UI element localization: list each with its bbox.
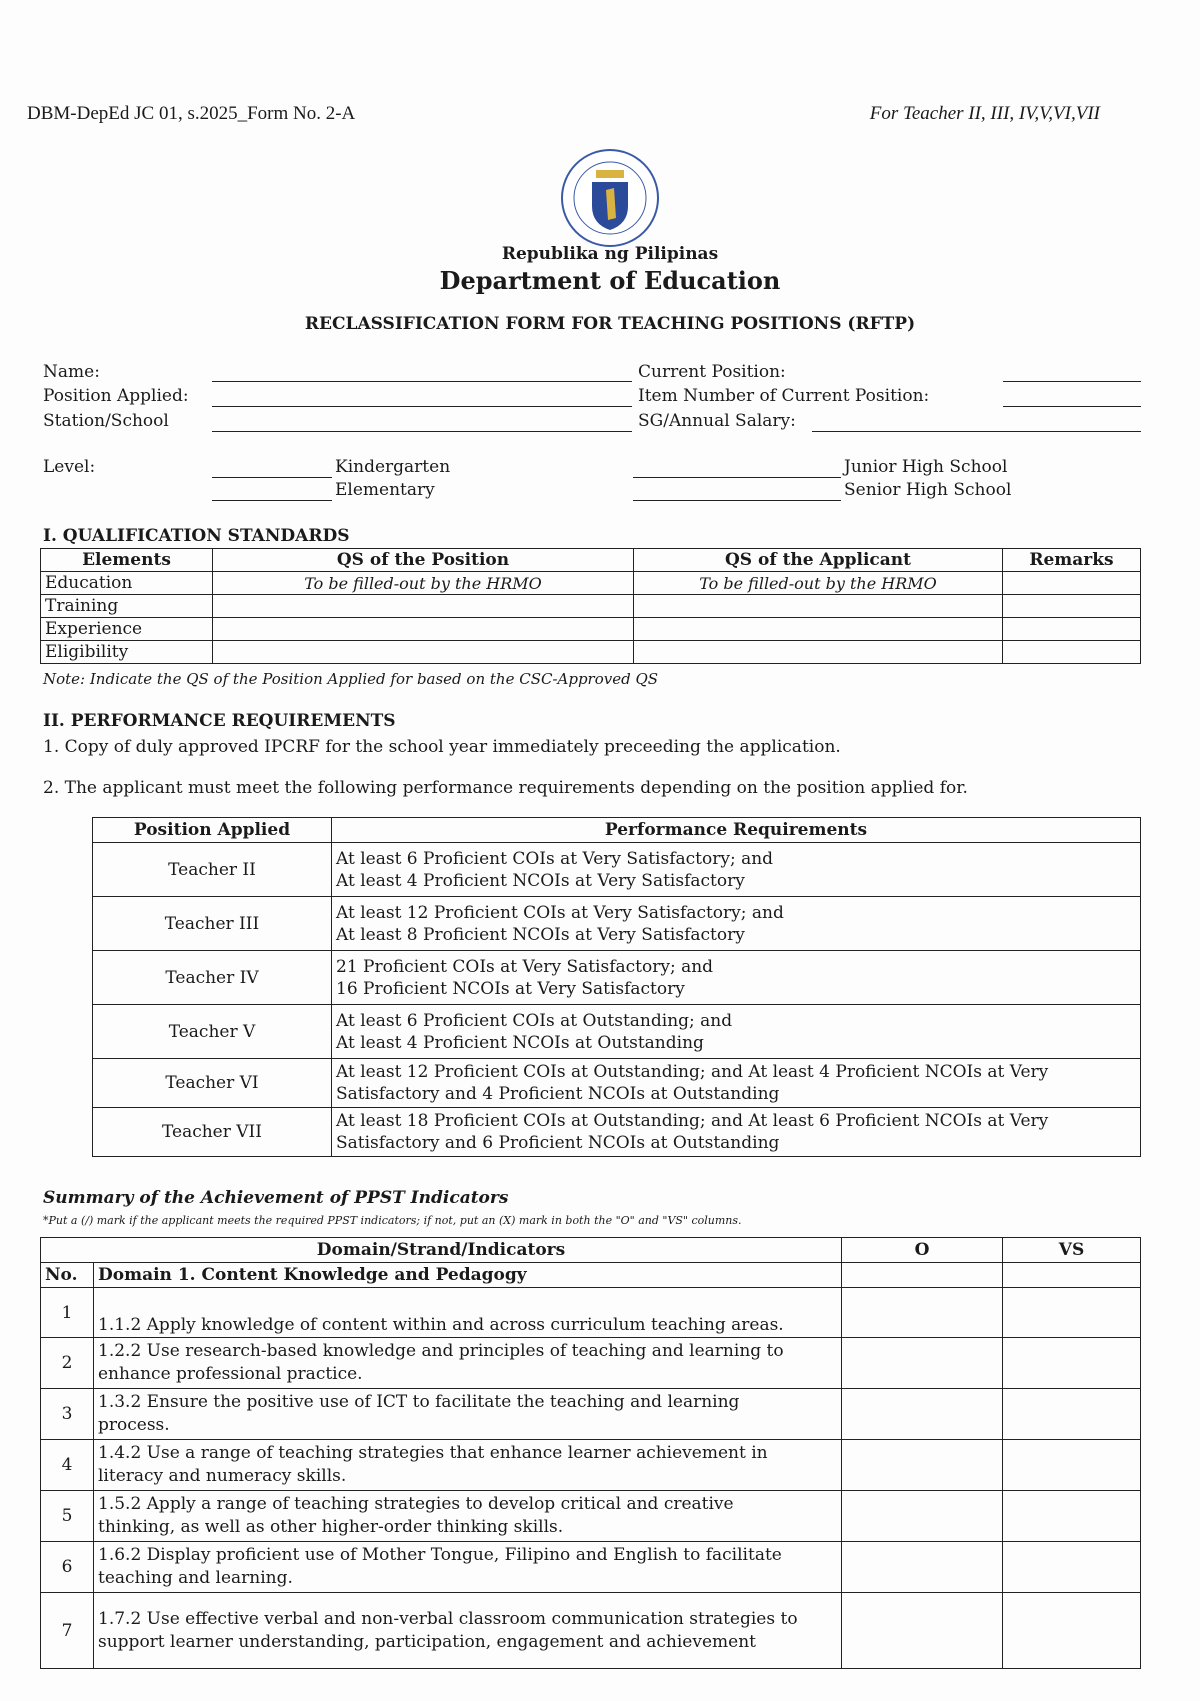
- perf-row: [93, 1108, 1141, 1157]
- indicator-number: 6: [41, 1542, 94, 1593]
- vs-cell[interactable]: [1003, 1263, 1141, 1288]
- qs-row: [41, 595, 1141, 618]
- o-cell[interactable]: [842, 1389, 1003, 1440]
- name-label: Name:: [43, 362, 100, 382]
- position-name: Teacher V: [93, 1005, 332, 1059]
- requirement-line: At least 4 Proficient NCOIs at Outstanding: [336, 1032, 704, 1053]
- indicator-text: 1.3.2 Ensure the positive use of ICT to facilitate the teaching and learning: [98, 1392, 740, 1412]
- summary-note: *Put a (/) mark if the applicant meets the required PPST indicators; if not, put an (X) mark in both the "O" and "VS" columns.: [43, 1214, 742, 1227]
- cell[interactable]: [1003, 641, 1141, 664]
- element: Training: [41, 595, 213, 618]
- position-name: Teacher VII: [93, 1108, 332, 1157]
- col-qs-applicant: QS of the Applicant: [634, 549, 1003, 572]
- col-requirements: Performance Requirements: [332, 818, 1141, 843]
- cell[interactable]: [634, 595, 1003, 618]
- cell[interactable]: [213, 618, 634, 641]
- indicator-text: 1.7.2 Use effective verbal and non-verbal classroom communication strategies to: [98, 1608, 798, 1629]
- level-label: Level:: [43, 457, 96, 477]
- requirement-line: At least 6 Proficient COIs at Outstanding; and: [336, 1010, 733, 1031]
- sg-salary-field[interactable]: [812, 431, 1141, 432]
- domain-row: [41, 1263, 1141, 1288]
- department-name: Department of Education: [439, 266, 781, 295]
- element: Education: [41, 572, 213, 595]
- indicator-row: [41, 1491, 1141, 1542]
- indicator-text: 1.6.2 Display proficient use of Mother Tongue, Filipino and English to facilitate: [98, 1545, 782, 1565]
- applies-to: For Teacher II, III, IV,V,VI,VII: [869, 103, 1100, 124]
- requirement-line: At least 12 Proficient COIs at Very Satisfactory; and: [336, 902, 784, 923]
- position-name: Teacher IV: [93, 951, 332, 1005]
- item-number-label: Item Number of Current Position:: [638, 386, 930, 406]
- indicator-row: [41, 1593, 1141, 1669]
- perf-row: [93, 843, 1141, 897]
- cell[interactable]: To be filled-out by the HRMO: [634, 572, 1003, 595]
- indicator-text: 1.2.2 Use research-based knowledge and principles of teaching and learning to: [98, 1341, 784, 1361]
- perf-header-row: [93, 818, 1141, 843]
- position-name: Teacher VI: [93, 1059, 332, 1108]
- position-name: Teacher III: [93, 897, 332, 951]
- qs-row: [41, 618, 1141, 641]
- elementary-field[interactable]: [212, 500, 332, 501]
- jhs-field[interactable]: [633, 477, 841, 478]
- requirement-line: Satisfactory and 4 Proficient NCOIs at Outstanding: [336, 1084, 780, 1104]
- vs-cell[interactable]: [1003, 1440, 1141, 1491]
- jhs-label: Junior High School: [844, 457, 1008, 477]
- requirement-line: At least 6 Proficient COIs at Very Satisfactory; and: [336, 848, 774, 869]
- col-elements: Elements: [41, 549, 213, 572]
- kindergarten-label: Kindergarten: [335, 457, 451, 477]
- o-cell[interactable]: [842, 1338, 1003, 1389]
- sg-salary-label: SG/Annual Salary:: [638, 411, 796, 431]
- perf-item-1: 1. Copy of duly approved IPCRF for the school year immediately preceeding the application.: [43, 737, 841, 757]
- vs-cell[interactable]: [1003, 1389, 1141, 1440]
- vs-cell[interactable]: [1003, 1542, 1141, 1593]
- indicator-text: 1.5.2 Apply a range of teaching strategies to develop critical and creative: [98, 1494, 734, 1514]
- indicator-number: 5: [41, 1491, 94, 1542]
- current-position-field[interactable]: [1003, 381, 1141, 382]
- form-title: RECLASSIFICATION FORM FOR TEACHING POSITIONS (RFTP): [304, 314, 916, 334]
- cell[interactable]: [1003, 572, 1141, 595]
- col-position: Position Applied: [93, 818, 332, 843]
- cell[interactable]: [213, 595, 634, 618]
- indicator-text: 1.1.2 Apply knowledge of content within and across curriculum teaching areas.: [98, 1315, 784, 1335]
- performance-table: [92, 817, 1141, 1157]
- requirement-line: At least 4 Proficient NCOIs at Very Satisfactory: [336, 870, 745, 891]
- qs-note: Note: Indicate the QS of the Position Applied for based on the CSC-Approved QS: [43, 670, 659, 688]
- o-cell[interactable]: [842, 1288, 1003, 1338]
- qs-table: [40, 548, 1141, 664]
- ppst-header-row: [41, 1238, 1141, 1263]
- indicator-row: [41, 1440, 1141, 1491]
- o-cell[interactable]: [842, 1263, 1003, 1288]
- qs-row: [41, 641, 1141, 664]
- indicator-text: support learner understanding, participation, engagement and achievement: [98, 1631, 756, 1652]
- cell[interactable]: [1003, 595, 1141, 618]
- indicator-number: 7: [41, 1593, 94, 1669]
- station-label: Station/School: [43, 411, 169, 431]
- shs-label: Senior High School: [844, 480, 1012, 500]
- qs-row: [41, 572, 1141, 595]
- position-applied-field[interactable]: [212, 406, 632, 407]
- kindergarten-field[interactable]: [212, 477, 332, 478]
- perf-row: [93, 1005, 1141, 1059]
- indicator-row: [41, 1542, 1141, 1593]
- indicator-number: 1: [41, 1288, 94, 1338]
- domain-title: Domain 1. Content Knowledge and Pedagogy: [94, 1263, 842, 1288]
- qs-header-row: [41, 549, 1141, 572]
- indicator-number: 3: [41, 1389, 94, 1440]
- indicator-text: literacy and numeracy skills.: [98, 1466, 347, 1486]
- indicator-text: process.: [98, 1415, 170, 1435]
- col-qs-position: QS of the Position: [213, 549, 634, 572]
- form-number: DBM-DepEd JC 01, s.2025_Form No. 2-A: [27, 103, 356, 124]
- indicator-text: 1.4.2 Use a range of teaching strategies that enhance learner achievement in: [98, 1443, 768, 1463]
- indicator-row: [41, 1389, 1141, 1440]
- o-cell[interactable]: [842, 1593, 1003, 1669]
- requirement-line: Satisfactory and 6 Proficient NCOIs at Outstanding: [336, 1133, 780, 1153]
- requirement-line: At least 12 Proficient COIs at Outstanding; and At least 4 Proficient NCOIs at Very: [336, 1062, 1049, 1082]
- cell[interactable]: To be filled-out by the HRMO: [213, 572, 634, 595]
- cell[interactable]: [634, 618, 1003, 641]
- indicator-text: thinking, as well as other higher-order thinking skills.: [98, 1517, 564, 1537]
- cell[interactable]: [213, 641, 634, 664]
- vs-cell[interactable]: [1003, 1491, 1141, 1542]
- col-no: No.: [41, 1263, 94, 1288]
- requirement-line: 21 Proficient COIs at Very Satisfactory; and: [336, 956, 714, 977]
- indicator-text: enhance professional practice.: [98, 1364, 363, 1384]
- vs-cell[interactable]: [1003, 1593, 1141, 1669]
- col-vs: VS: [1003, 1238, 1141, 1263]
- vs-cell[interactable]: [1003, 1288, 1141, 1338]
- ppst-table: [40, 1237, 1141, 1669]
- indicator-number: 2: [41, 1338, 94, 1389]
- indicator-number: 4: [41, 1440, 94, 1491]
- requirement-line: 16 Proficient NCOIs at Very Satisfactory: [336, 978, 685, 999]
- element: Experience: [41, 618, 213, 641]
- element: Eligibility: [41, 641, 213, 664]
- requirement-line: At least 18 Proficient COIs at Outstanding; and At least 6 Proficient NCOIs at Very: [336, 1111, 1049, 1131]
- name-field[interactable]: [212, 381, 632, 382]
- position-applied-label: Position Applied:: [43, 386, 189, 406]
- perf-item-2: 2. The applicant must meet the following performance requirements depending on the position applied for.: [43, 778, 968, 798]
- republic-name: Republika ng Pilipinas: [501, 244, 719, 264]
- perf-row: [93, 1059, 1141, 1108]
- perf-row: [93, 951, 1141, 1005]
- deped-seal-logo: [560, 148, 660, 248]
- position-name: Teacher II: [93, 843, 332, 897]
- shs-field[interactable]: [633, 500, 841, 501]
- o-cell[interactable]: [842, 1491, 1003, 1542]
- col-remarks: Remarks: [1003, 549, 1141, 572]
- perf-row: [93, 897, 1141, 951]
- requirement-line: At least 8 Proficient NCOIs at Very Satisfactory: [336, 924, 745, 945]
- qs-heading: I. QUALIFICATION STANDARDS: [43, 526, 350, 546]
- col-o: O: [842, 1238, 1003, 1263]
- cell[interactable]: [1003, 618, 1141, 641]
- station-field[interactable]: [212, 431, 632, 432]
- item-number-field[interactable]: [1003, 406, 1141, 407]
- indicator-row: [41, 1288, 1141, 1338]
- o-cell[interactable]: [842, 1542, 1003, 1593]
- current-position-label: Current Position:: [638, 362, 786, 382]
- cell[interactable]: [634, 641, 1003, 664]
- indicator-row: [41, 1338, 1141, 1389]
- perf-heading: II. PERFORMANCE REQUIREMENTS: [43, 711, 396, 731]
- elementary-label: Elementary: [335, 480, 435, 500]
- indicator-text: teaching and learning.: [98, 1568, 293, 1588]
- col-indicators: Domain/Strand/Indicators: [41, 1238, 842, 1263]
- o-cell[interactable]: [842, 1440, 1003, 1491]
- summary-heading: Summary of the Achievement of PPST Indicators: [43, 1188, 509, 1208]
- vs-cell[interactable]: [1003, 1338, 1141, 1389]
